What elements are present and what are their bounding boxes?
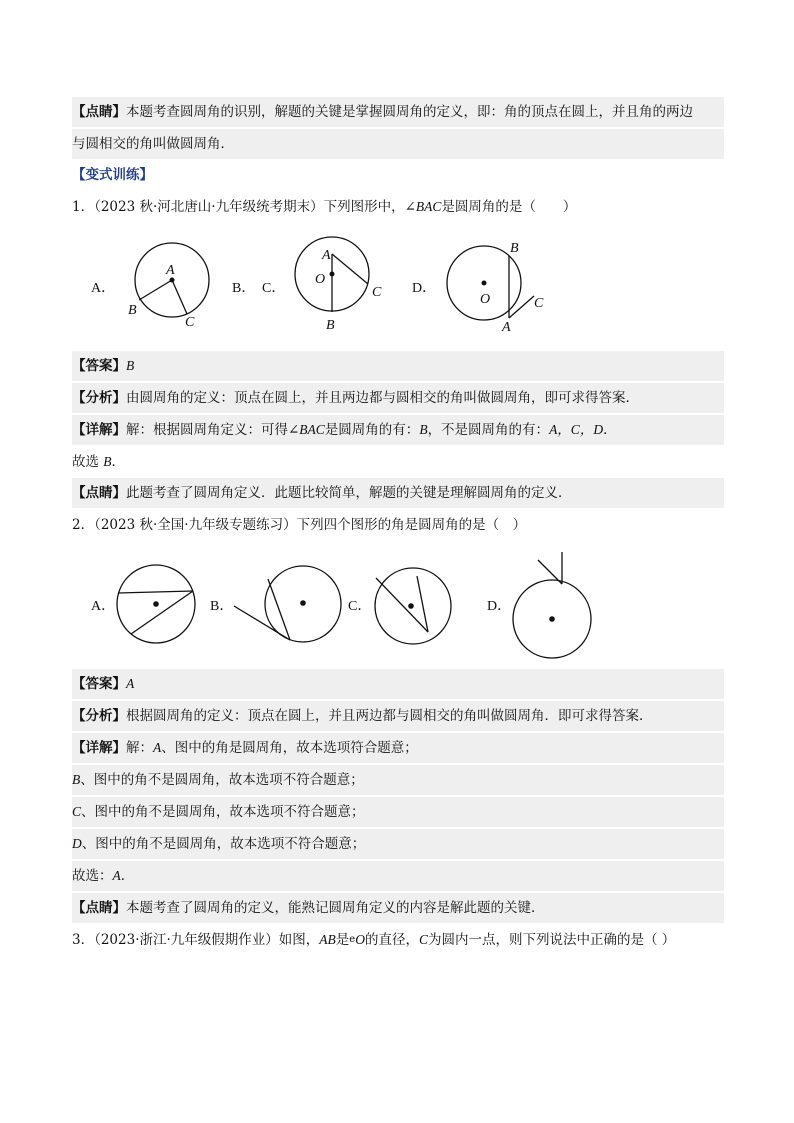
q2-opt-d: D． xyxy=(487,599,512,614)
detail-text: 解：根据圆周角定义：可得 xyxy=(126,422,288,438)
comment-label: 【点睛】 xyxy=(72,485,126,501)
q2-c-line-2 xyxy=(417,576,428,632)
q2-choose xyxy=(72,861,724,891)
q1-opt-a: A． xyxy=(91,281,116,296)
q3-stem-post: 为圆内一点，则下列说法中正确的是（ ） xyxy=(427,932,676,948)
answer-value: A xyxy=(126,676,135,691)
q1-stem xyxy=(72,192,724,222)
q1-figures xyxy=(72,232,592,336)
comment-text: 与圆相交的角叫做圆周角． xyxy=(72,136,234,152)
q1-d-label-c: C xyxy=(534,296,544,311)
q1-stem-pre: 1．（2023 秋·河北唐山·九年级统考期末）下列图形中， xyxy=(72,199,405,215)
q1-a-radius-b xyxy=(139,280,172,300)
comment-text: 本题考查圆周角的识别，解题的关键是掌握圆周角的定义，即：角的顶点在圆上，并且角的两边 xyxy=(126,104,693,120)
q1-d-label-o: O xyxy=(480,292,491,307)
choose-option: A xyxy=(112,868,121,883)
q3-math-c: C xyxy=(418,932,428,947)
detail-option: A xyxy=(153,740,162,755)
q2-detail-line-a xyxy=(72,733,724,763)
detail-label: 【详解】 xyxy=(72,740,126,756)
q1-opt-d: D． xyxy=(412,281,437,296)
q2-c-line-1 xyxy=(376,578,428,632)
q1-choose xyxy=(72,447,724,477)
section-title xyxy=(72,160,724,190)
q1-c-label-c: C xyxy=(372,285,382,300)
detail-text: 解： xyxy=(126,740,153,756)
detail-text: 、图中的角是圆周角，故本选项符合题意； xyxy=(161,740,418,756)
detail-math: ∠BAC xyxy=(288,422,325,437)
q1-comment xyxy=(72,478,724,508)
detail-option: C xyxy=(72,804,82,819)
q2-opt-b: B． xyxy=(210,599,234,614)
comment-label: 【点睛】 xyxy=(72,104,126,120)
choose-text: ． xyxy=(120,868,135,884)
q2-figure-svg xyxy=(72,546,612,666)
analysis-text: 根据圆周角的定义：顶点在圆上，并且两边都与圆相交的角叫做圆周角．即可求得答案． xyxy=(126,708,653,724)
comment-text: 本题考查了圆周角的定义，能熟记圆周角定义的内容是解此题的关键． xyxy=(126,900,545,916)
comment-label: 【点睛】 xyxy=(72,900,126,916)
answer-label: 【答案】 xyxy=(72,676,126,692)
detail-text: 、图中的角不是圆周角，故本选项不符合题意； xyxy=(80,772,364,788)
prev-comment-line-1 xyxy=(72,97,724,127)
answer-label: 【答案】 xyxy=(72,358,126,374)
q1-a-label-a: A xyxy=(166,263,175,278)
analysis-text: 由圆周角的定义：顶点在圆上，并且两边都与圆相交的角叫做圆周角，即可求得答案． xyxy=(126,390,639,406)
q1-c-label-a: A xyxy=(322,248,331,263)
q2-b-line-1 xyxy=(268,579,290,640)
q2-d-center-dot xyxy=(549,616,555,622)
detail-option-list: A，C，D xyxy=(549,422,604,437)
choose-option: B xyxy=(103,454,112,469)
q3-stem-mid: 是 xyxy=(335,932,350,948)
detail-text: 、图中的角不是圆周角，故本选项不符合题意； xyxy=(81,804,365,820)
detail-option: B xyxy=(419,422,428,437)
q2-detail-line-c xyxy=(72,797,724,827)
choose-text: 故选 xyxy=(72,454,104,470)
q3-circle-symbol: e xyxy=(349,934,356,945)
q1-d-center-dot xyxy=(482,281,487,286)
detail-text: 是圆周角的有： xyxy=(324,422,420,438)
q3-math-o: O xyxy=(355,932,365,947)
q1-a-label-b: B xyxy=(128,303,137,318)
q2-comment xyxy=(72,893,724,923)
q3-stem xyxy=(72,925,724,955)
comment-text: 此题考查了圆周角定义．此题比较简单，解题的关键是理解圆周角的定义． xyxy=(126,485,572,501)
q2-opt-c: C． xyxy=(348,599,372,614)
q2-b-center-dot xyxy=(300,600,306,606)
detail-option: D xyxy=(72,836,82,851)
q1-answer xyxy=(72,351,724,381)
q2-a-center-dot xyxy=(153,601,159,607)
q1-c-label-b: B xyxy=(326,318,335,333)
q3-stem-pre: 3．（2023·浙江·九年级假期作业）如图， xyxy=(72,932,320,948)
analysis-label: 【分析】 xyxy=(72,390,126,406)
q1-a-radius-c xyxy=(172,280,187,314)
q2-a-chord-2 xyxy=(131,591,193,634)
answer-value: B xyxy=(126,358,135,373)
q1-figure-svg xyxy=(72,232,592,336)
q1-detail xyxy=(72,415,724,445)
choose-text: 故选： xyxy=(72,868,113,884)
q2-b-line-2 xyxy=(234,606,290,640)
q2-c-center-dot xyxy=(408,603,414,609)
q2-stem xyxy=(72,510,724,540)
q2-answer xyxy=(72,669,724,699)
q1-opt-c: C． xyxy=(262,281,286,296)
q1-opt-b: B． xyxy=(232,281,256,296)
detail-text: ，不是圆周角的有： xyxy=(427,422,550,438)
q3-math-ab: AB xyxy=(319,932,336,947)
q2-analysis xyxy=(72,701,724,731)
section-title-text: 【变式训练】 xyxy=(72,167,153,183)
detail-text: ． xyxy=(603,422,617,438)
prev-comment-line-2 xyxy=(72,129,724,159)
q2-a-chord-1 xyxy=(118,591,193,593)
q1-c-chord-ac xyxy=(332,254,368,284)
q2-figures xyxy=(72,546,612,666)
q2-detail-line-d xyxy=(72,829,724,859)
q1-stem-math: ∠BAC xyxy=(404,199,442,214)
detail-label: 【详解】 xyxy=(72,422,126,438)
q1-d-label-a: A xyxy=(502,320,511,335)
detail-text: 、图中的角不是圆周角，故本选项不符合题意； xyxy=(81,836,366,852)
q1-d-label-b: B xyxy=(510,241,519,256)
q2-opt-a: A． xyxy=(91,599,116,614)
q3-stem-mid2: 的直径， xyxy=(364,932,419,948)
detail-option: B xyxy=(72,772,81,787)
analysis-label: 【分析】 xyxy=(72,708,126,724)
q2-stem-text: 2．（2023 秋·全国·九年级专题练习）下列四个图形的角是圆周角的是（ ） xyxy=(72,517,527,533)
q1-stem-post: 是圆周角的是（ ） xyxy=(441,199,577,215)
q1-a-label-c: C xyxy=(185,315,195,330)
q2-detail-line-b xyxy=(72,765,724,795)
choose-text: ． xyxy=(111,454,126,470)
q1-analysis xyxy=(72,383,724,413)
q1-c-label-o: O xyxy=(315,272,326,287)
